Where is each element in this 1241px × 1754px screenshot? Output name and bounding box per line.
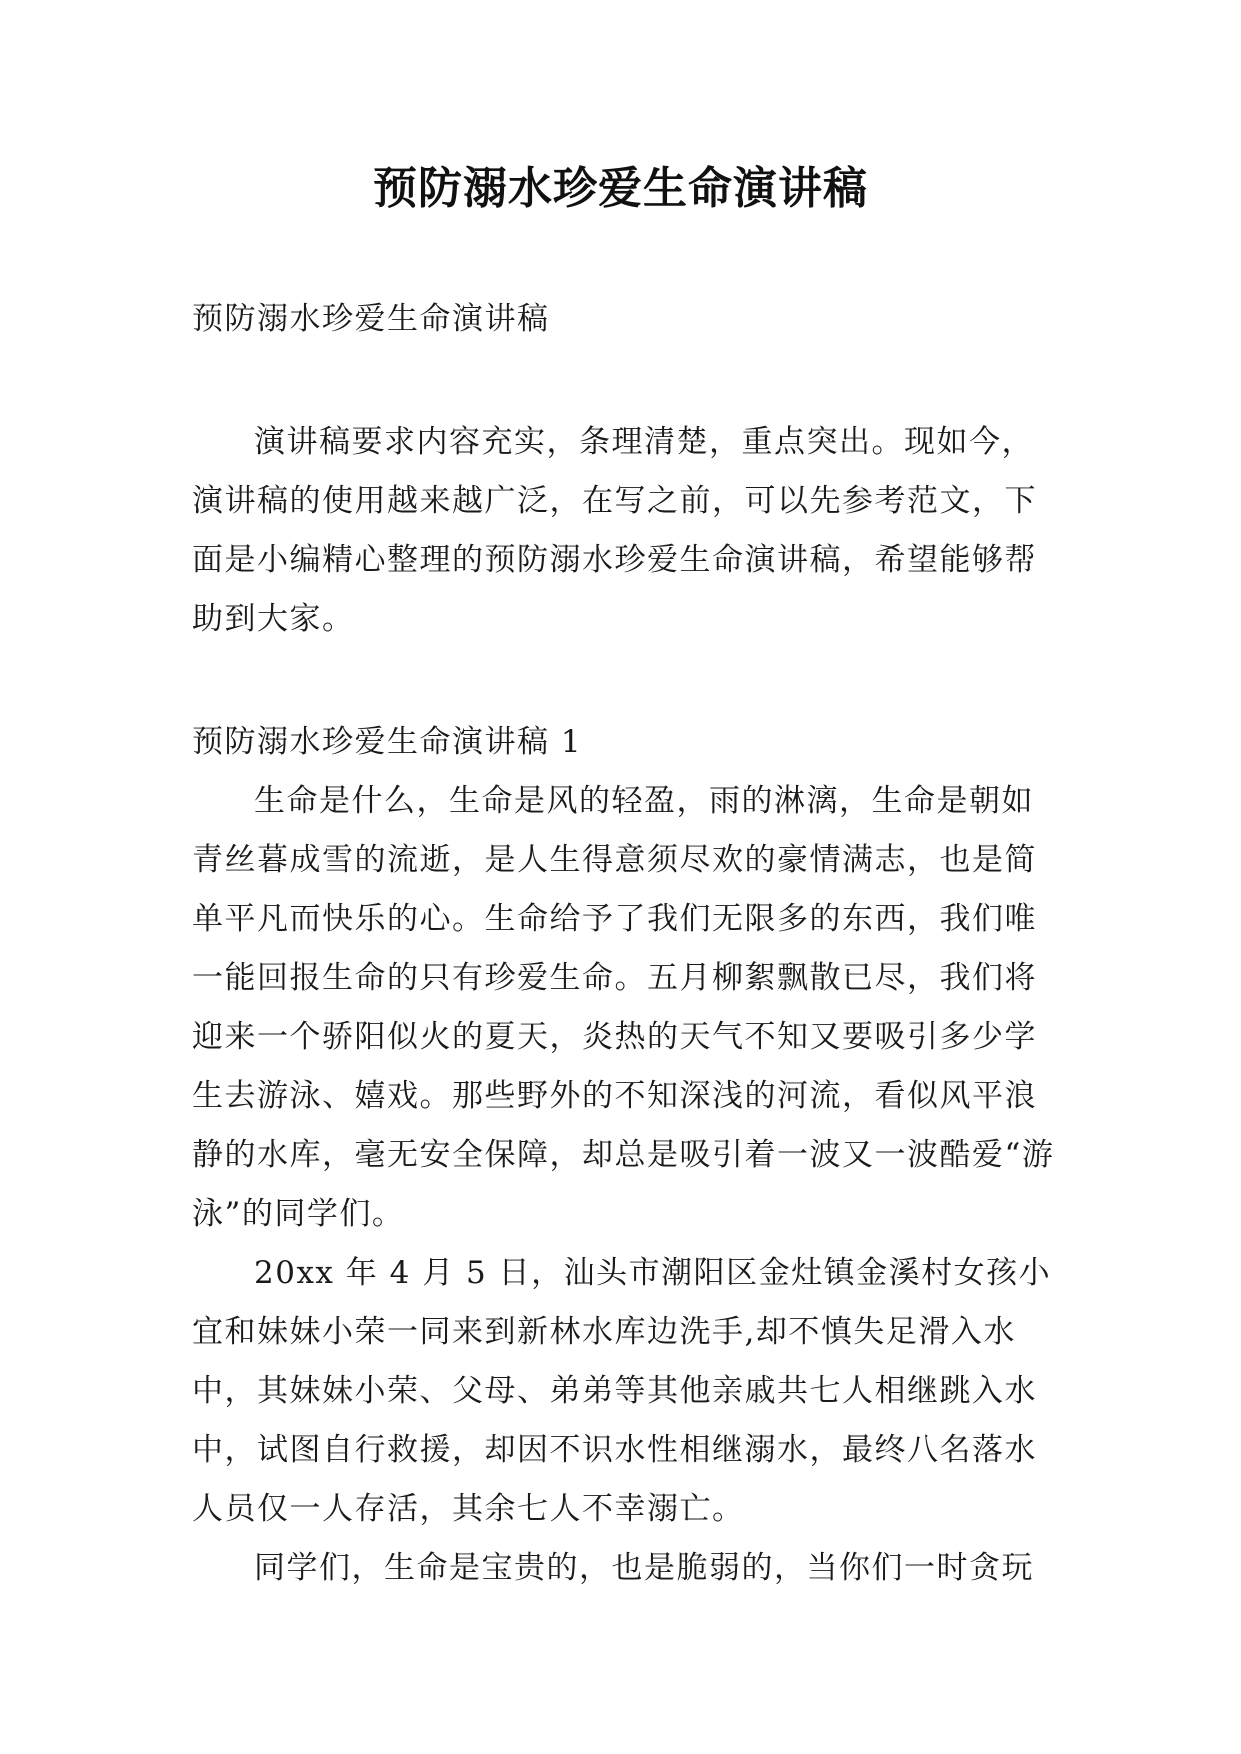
document-title: 预防溺水珍爱生命演讲稿	[373, 163, 868, 214]
body-paragraph-1: 生命是什么，生命是风的轻盈，雨的淋漓，生命是朝如青丝暮成雪的流逝，是人生得意须尽欢的豪情满志，也是简单平凡而快乐的心。生命给予了我们无限多的东西，我们唯一能回报生命的只有珍爱生命。五月柳絮飘散已尽，我们将迎来一个骄阳似火的夏天，炎热的天气不知又要吸引多少学生去游泳、嬉戏。那些野外的不知深浅的河流，看似风平浪静的水库，毫无安全保障，却总是吸引着一波又一波酷爱“游泳”的同学们。	[192, 783, 1055, 1232]
document-body	[192, 290, 1064, 1598]
section-heading: 预防溺水珍爱生命演讲稿 1	[192, 724, 583, 760]
body-paragraph-2: 20xx 年 4 月 5 日，汕头市潮阳区金灶镇金溪村女孩小宜和妹妹小荣一同来到新林水库边洗手,却不慎失足滑入水中，其妹妹小荣、父母、弟弟等其他亲戚共七人相继跳入水中，试图自行救援，却因不识水性相继溺水，最终八名落水人员仅一人存活，其余七人不幸溺亡。	[192, 1255, 1052, 1527]
intro-paragraph: 演讲稿要求内容充实，条理清楚，重点突出。现如今，演讲稿的使用越来越广泛，在写之前，可以先参考范文，下面是小编精心整理的预防溺水珍爱生命演讲稿，希望能够帮助到大家。	[192, 424, 1037, 637]
body-paragraph-3: 同学们，生命是宝贵的，也是脆弱的，当你们一时贪玩	[254, 1550, 1034, 1586]
document-subtitle: 预防溺水珍爱生命演讲稿	[192, 301, 550, 337]
